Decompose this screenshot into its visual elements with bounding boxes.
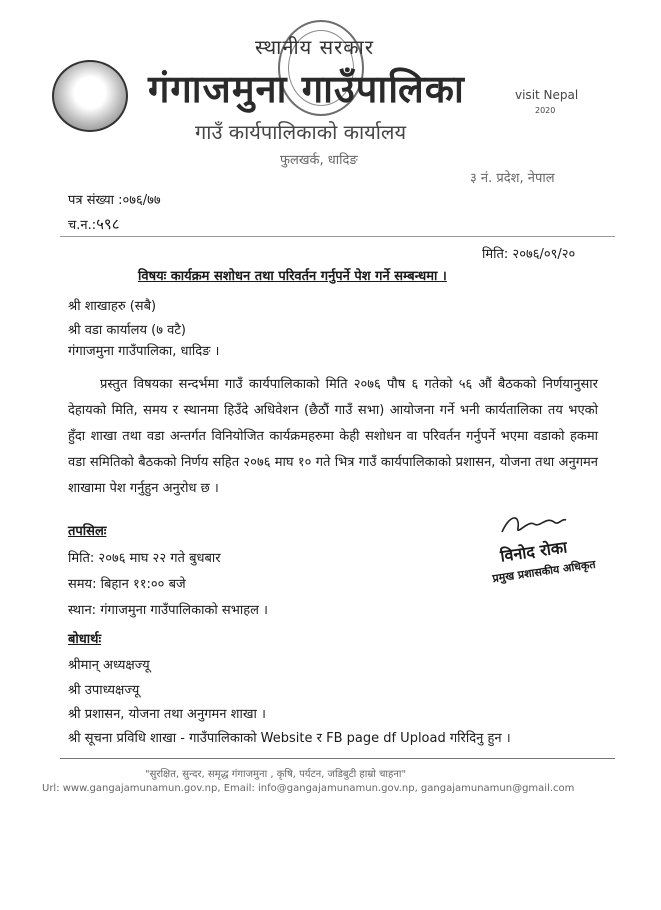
detail-venue: स्थान: गंगाजमुना गाउँपालिकाको सभाहल । — [68, 603, 268, 618]
footer-divider — [60, 758, 615, 759]
header-location: फुलखर्क, धादिङ — [280, 153, 358, 168]
signature-block — [490, 510, 630, 595]
cc-it-section: श्री सूचना प्रविधि शाखा - गाउँपालिकाको Website र FB page df Upload गरिदिनु हुन । — [68, 731, 511, 746]
detail-date: मिति: २०७६ माघ २२ गते बुधबार — [68, 551, 221, 566]
cc-vice-chairperson: श्री उपाध्यक्षज्यू — [68, 683, 140, 698]
recipient-municipality: गंगाजमुना गाउँपालिका, धादिङ । — [68, 344, 220, 359]
dispatch-number: च.न.:५९८ — [68, 215, 120, 233]
government-seal-emblem — [52, 60, 128, 132]
cc-chairperson: श्रीमान् अध्यक्षज्यू — [68, 658, 150, 673]
footer-slogan: "सुरक्षित, सुन्दर, समृद्ध गंगाजमुना , कृषि, पर्यटन, जडिबुटी हाम्रो चाहना" — [145, 769, 407, 780]
header-province: ३ नं. प्रदेश, नेपाल — [470, 171, 555, 186]
letter-date: मिति: २०७६/०९/२० — [482, 247, 576, 262]
letter-subject: विषयः कार्यक्रम सशोधन तथा परिवर्तन गर्नुपर्ने पेश गर्ने सम्बन्धमा । — [138, 269, 447, 284]
header-office: गाउँ कार्यपालिकाको कार्यालय — [195, 120, 407, 144]
signature-name: विनोद रोका — [499, 537, 569, 566]
letter-body: प्रस्तुत विषयका सन्दर्भमा गाउँ कार्यपालिकाको मिति २०७६ पौष ६ गतेको ५६ औं बैठकको निर्णयानुसार देहायको मिति, समय र स्थानमा हिउँदे अधिवेशन (छैठौं गाउँ सभा) आयोजना गर्ने भनी कार्यतालिका तय भएको हुँदा शाखा तथा वडा अन्तर्गत विनियोजित कार्यक्रमहरुमा केही सशोधन वा परिवर्तन गर्नुपर्ने भएमा वडाको हकमा वडा समितिको बैठकको निर्णय सहित २०७६ माघ १० गते भित्र गाउँ कार्यपालिकाको प्रशासन, योजना तथा अनुगमन शाखामा पेश गर्नुहुन अनुरोध छ । — [68, 377, 598, 496]
visit-nepal-logo: visit Nepal 2020 — [515, 88, 579, 115]
signature-title: प्रमुख प्रशासकीय अधिकृत — [491, 557, 597, 586]
divider-line — [60, 236, 615, 237]
reference-number: पत्र संख्या :०७६/७७ — [68, 193, 161, 208]
cc-title: बोधार्थः — [68, 632, 102, 647]
recipient-branches: श्री शाखाहरु (सबै) — [68, 299, 157, 314]
footer-contact: Url: www.gangajamunamun.gov.np, Email: info@gangajamunamun.gov.np, gangajamunamun@gmail.com — [42, 783, 575, 794]
recipient-wards: श्री वडा कार्यालय (७ वटै) — [68, 323, 186, 338]
header-government: स्थानीय सरकार — [255, 35, 374, 59]
detail-time: समय: बिहान ११:०० बजे — [68, 577, 186, 592]
details-title: तपसिलः — [68, 524, 107, 539]
cc-planning-section: श्री प्रशासन, योजना तथा अनुगमन शाखा । — [68, 707, 266, 722]
header-municipality: गंगाजमुना गाउँपालिका — [148, 67, 465, 111]
